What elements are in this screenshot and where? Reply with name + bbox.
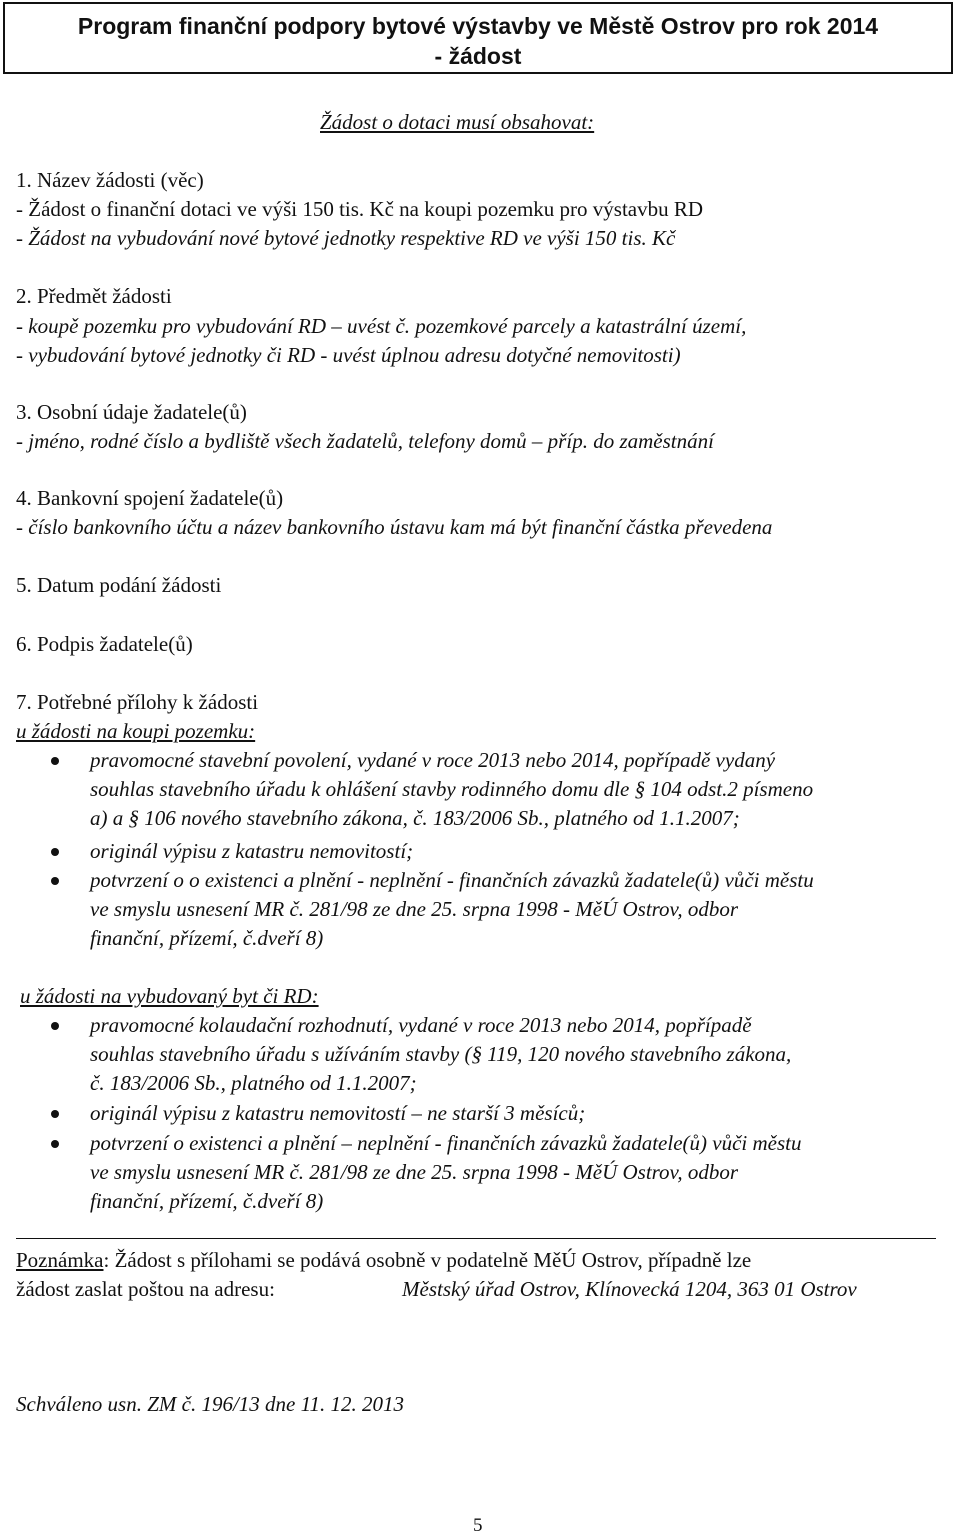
housing-item-1-line-1: pravomocné kolaudační rozhodnutí, vydané v roce 2013 nebo 2014, popřípadě xyxy=(90,1013,752,1037)
attachments-housing-subheading: u žádosti na vybudovaný byt či RD: xyxy=(20,984,319,1008)
attachments-land-subheading: u žádosti na koupi pozemku: xyxy=(16,719,256,743)
section-6-heading: 6. Podpis žadatele(ů) xyxy=(16,632,193,656)
land-item-3-line-3: finanční, přízemí, č.dveří 8) xyxy=(90,926,324,950)
section-2-line-1: - koupě pozemku pro vybudování RD – uvést č. pozemkové parcely a katastrální území, xyxy=(16,314,747,338)
bullet-icon xyxy=(51,1022,59,1030)
section-5-heading: 5. Datum podání žádosti xyxy=(16,573,222,597)
housing-item-3-line-2: ve smyslu usnesení MR č. 281/98 ze dne 25. srpna 1998 - MěÚ Ostrov, odbor xyxy=(90,1160,738,1184)
land-item-1-line-1: pravomocné stavební povolení, vydané v roce 2013 nebo 2014, popřípadě vydaný xyxy=(90,748,776,772)
housing-item-2-line-1: originál výpisu z katastru nemovitostí – ne starší 3 měsíců; xyxy=(90,1101,586,1125)
bullet-icon xyxy=(51,848,59,856)
housing-item-3-line-1: potvrzení o existenci a plnění – neplnění - finančních závazků žadatele(ů) vůči městu xyxy=(90,1131,802,1155)
section-1-heading: 1. Název žádosti (věc) xyxy=(16,168,204,192)
bullet-icon xyxy=(51,877,59,885)
approval-text: Schváleno usn. ZM č. 196/13 dne 11. 12. 2013 xyxy=(16,1392,405,1416)
land-item-1-line-2: souhlas stavebního úřadu k ohlášení stavby rodinného domu dle § 104 odst.2 písmeno xyxy=(90,777,814,801)
note-label: Poznámka xyxy=(16,1248,104,1272)
title-box xyxy=(3,2,953,74)
land-item-3-line-1: potvrzení o o existenci a plnění - neplnění - finančních závazků žadatele(ů) vůči městu xyxy=(90,868,814,892)
section-1-line-2: - Žádost na vybudování nové bytové jednotky respektive RD ve výši 150 tis. Kč xyxy=(16,226,676,250)
note-line-2-start: žádost zaslat poštou na adresu: xyxy=(16,1277,275,1301)
land-item-1-line-3: a) a § 106 nového stavebního zákona, č. 183/2006 Sb., platného od 1.1.2007; xyxy=(90,806,740,830)
section-3-line: - jméno, rodné číslo a bydliště všech žadatelů, telefony domů – příp. do zaměstnání xyxy=(16,429,714,453)
land-item-3-line-2: ve smyslu usnesení MR č. 281/98 ze dne 25. srpna 1998 - MěÚ Ostrov, odbor xyxy=(90,897,738,921)
section-4-heading: 4. Bankovní spojení žadatele(ů) xyxy=(16,486,284,510)
title-line-2: - žádost xyxy=(434,43,522,69)
section-2-heading: 2. Předmět žádosti xyxy=(16,284,172,308)
section-4-line: - číslo bankovního účtu a název bankovního ústavu kam má být finanční částka převedena xyxy=(16,515,773,539)
land-item-2-line-1: originál výpisu z katastru nemovitostí; xyxy=(90,839,414,863)
section-2-line-2: - vybudování bytové jednotky či RD - uvést úplnou adresu dotyčné nemovitosti) xyxy=(16,343,681,367)
bullet-icon xyxy=(51,757,59,765)
page-number: 5 xyxy=(473,1515,483,1536)
note-line-1-text: : Žádost s přílohami se podává osobně v podatelně MěÚ Ostrov, případně lze xyxy=(103,1248,752,1272)
title-line-1: Program finanční podpory bytové výstavby ve Městě Ostrov pro rok 2014 xyxy=(77,13,879,39)
separator-line xyxy=(16,1238,936,1239)
note-line-1 xyxy=(16,1246,751,1275)
section-3-heading: 3. Osobní údaje žadatele(ů) xyxy=(16,400,247,424)
section-1-line-1: - Žádost o finanční dotaci ve výši 150 tis. Kč na koupi pozemku pro výstavbu RD xyxy=(16,197,704,221)
intro-text: Žádost o dotaci musí obsahovat: xyxy=(320,110,595,134)
housing-item-3-line-3: finanční, přízemí, č.dveří 8) xyxy=(90,1189,324,1213)
note-address: Městský úřad Ostrov, Klínovecká 1204, 363 01 Ostrov xyxy=(402,1277,857,1301)
bullet-icon xyxy=(51,1110,59,1118)
housing-item-1-line-2: souhlas stavebního úřadu s užíváním stavby (§ 119, 120 nového stavebního zákona, xyxy=(90,1042,792,1066)
bullet-icon xyxy=(51,1140,59,1148)
section-7-heading: 7. Potřebné přílohy k žádosti xyxy=(16,690,259,714)
housing-item-1-line-3: č. 183/2006 Sb., platného od 1.1.2007; xyxy=(90,1071,417,1095)
